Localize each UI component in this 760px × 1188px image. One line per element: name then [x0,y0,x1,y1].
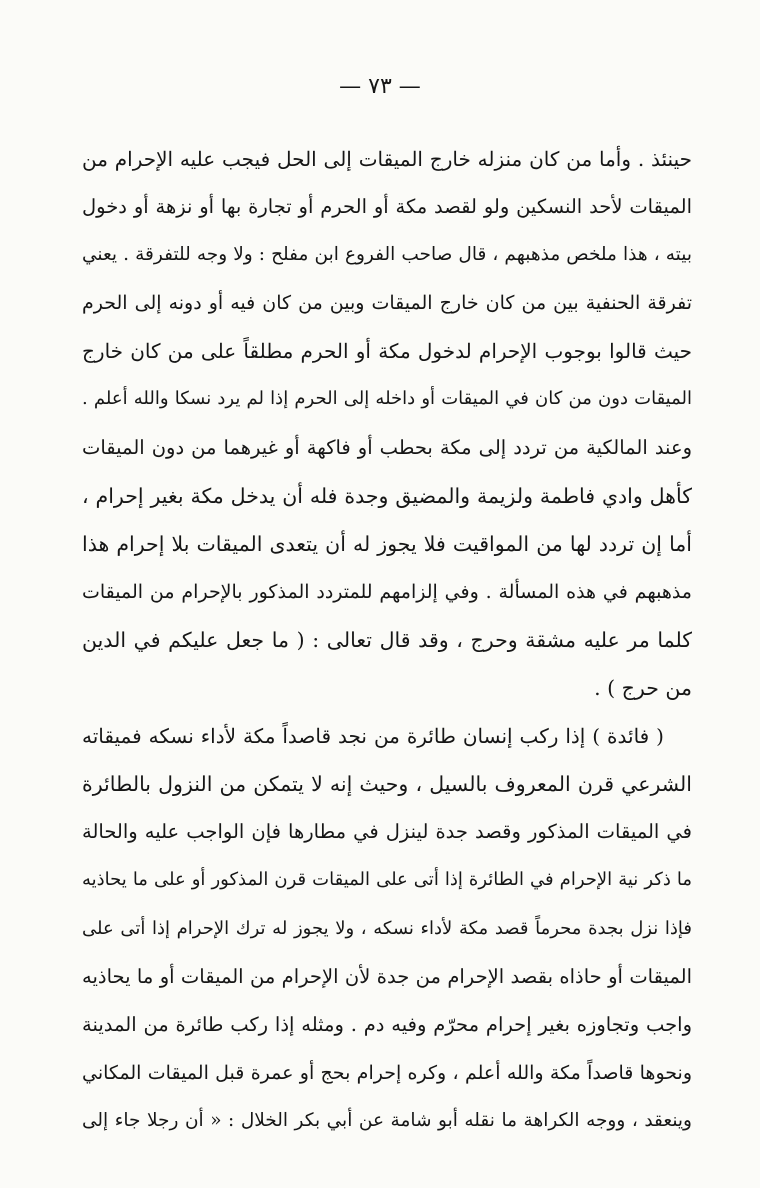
text-line: ما ذكر نية الإحرام في الطائرة إذا أتى على الميقات قرن المذكور أو على ما يحاذيه [82,869,692,891]
text-line: كأهل وادي فاطمة ولزيمة والمضيق وجدة فله أن يدخل مكة بغير إحرام ، [82,483,692,508]
text-line: من حرج ) . [594,676,692,701]
text-line: ونحوها قاصداً مكة والله أعلم ، وكره إحرام بحج أو عمرة قبل الميقات المكاني [82,1061,692,1084]
text-line: وعند المالكية من تردد إلى مكة بحطب أو فاكهة أو غيرهما من دون الميقات [82,435,692,459]
text-line: تفرقة الحنفية بين من كان خارج الميقات وبين من كان فيه أو دونه إلى الحرم [82,292,692,315]
text-line: الميقات لأحد النسكين ولو لقصد مكة أو الحرم أو تجارة بها أو نزهة أو دخول [82,195,692,219]
text-line: مذهبهم في هذه المسألة . وفي إلزامهم للمتردد المذكور بالإحرام من الميقات [82,580,692,603]
text-line: أما إن تردد لها من المواقيت فلا يجوز له أن يتعدى الميقات بلا إحرام هذا [82,531,692,556]
page-number: — ٧٣ — [339,74,421,99]
text-line: حينئذ . وأما من كان منزله خارج الميقات إلى الحل فيجب عليه الإحرام من [82,147,692,171]
text-line: الميقات دون من كان في الميقات أو داخله إلى الحرم إذا لم يرد نسكا والله أعلم . [82,388,692,410]
text-line: فإذا نزل بجدة محرماً قصد مكة لأداء نسكه ، ولا يجوز له ترك الإحرام إذا أتى على [82,917,692,939]
text-line: في الميقات المذكور وقصد جدة لينزل في مطارها فإن الواجب عليه والحالة [82,820,692,844]
text-line: وينعقد ، ووجه الكراهة ما نقله أبو شامة عن أبي بكر الخلال : « أن رجلا جاء إلى [82,1109,692,1131]
text-line: الميقات أو حاذاه بقصد الإحرام من جدة لأن الإحرام من الميقات أو ما يحاذيه [82,964,692,988]
text-line: حيث قالوا بوجوب الإحرام لدخول مكة أو الحرم مطلقاً على من كان خارج [82,339,692,364]
text-line: واجب وتجاوزه بغير إحرام محرّم وفيه دم . ومثله إذا ركب طائرة من المدينة [82,1012,692,1036]
text-line: كلما مر عليه مشقة وحرج ، وقد قال تعالى : ( ما جعل عليكم في الدين [82,627,692,652]
text-line: بيته ، هذا ملخص مذهبهم ، قال صاحب الفروع ابن مفلح : ولا وجه للتفرقة . يعني [82,244,692,266]
text-line: ( فائدة ) إذا ركب إنسان طائرة من نجد قاصداً مكة لأداء نسكه فميقاته [82,724,664,749]
body-text [82,135,692,1145]
text-line: الشرعي قرن المعروف بالسيل ، وحيث إنه لا يتمكن من النزول بالطائرة [82,772,692,797]
